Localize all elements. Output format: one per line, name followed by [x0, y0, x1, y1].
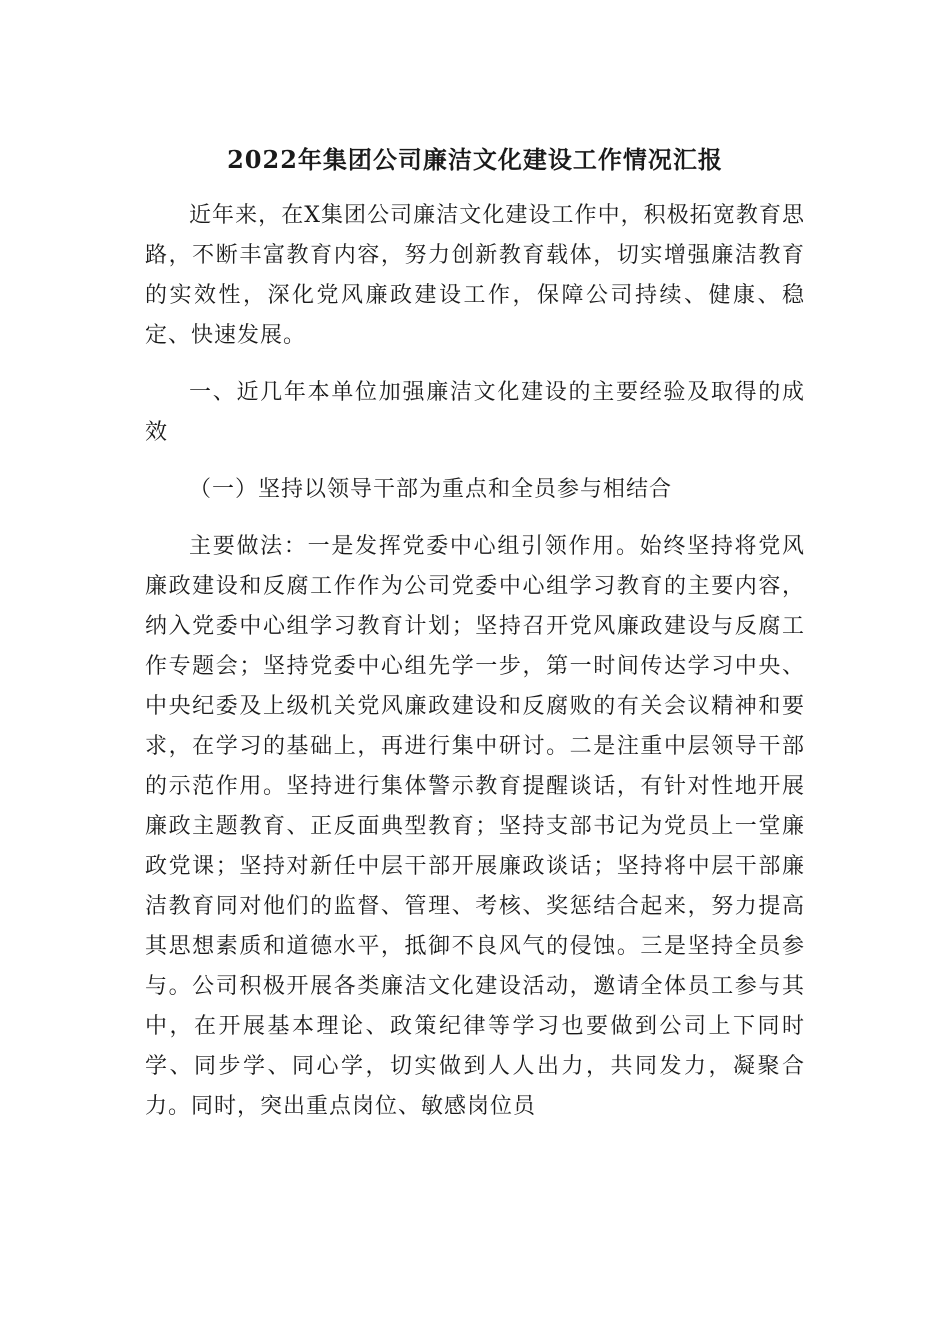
intro-paragraph: 近年来，在X集团公司廉洁文化建设工作中，积极拓宽教育思路，不断丰富教育内容，努力创新教育载体，切实增强廉洁教育的实效性，深化党风廉政建设工作，保障公司持续、健康、稳定、快速发展。: [145, 203, 805, 348]
subsection-heading: （一）坚持以领导干部为重点和全员参与相结合: [189, 477, 673, 502]
main-practice-paragraph: 主要做法：一是发挥党委中心组引领作用。始终坚持将党风廉政建设和反腐工作作为公司党委中心组学习教育的主要内容，纳入党委中心组学习教育计划；坚持召开党风廉政建设与反腐工作专题会；坚持党委中心组先学一步，第一时间传达学习中央、中央纪委及上级机关党风廉政建设和反腐败的有关会议精神和要求，在学习的基础上，再进行集中研讨。二是注重中层领导干部的示范作用。坚持进行集体警示教育提醒谈话，有针对性地开展廉政主题教育、正反面典型教育；坚持支部书记为党员上一堂廉政党课；坚持对新任中层干部开展廉政谈话；坚持将中层干部廉洁教育同对他们的监督、管理、考核、奖惩结合起来，努力提高其思想素质和道德水平，抵御不良风气的侵蚀。三是坚持全员参与。公司积极开展各类廉洁文化建设活动，邀请全体员工参与其中，在开展基本理论、政策纪律等学习也要做到公司上下同时学、同步学、同心学，切实做到人人出力，共同发力，凝聚合力。同时，突出重点岗位、敏感岗位员: [145, 534, 805, 1119]
section-heading: 一、近几年本单位加强廉洁文化建设的主要经验及取得的成效: [145, 380, 805, 445]
document-body: [145, 196, 805, 1127]
document-title: 2022年集团公司廉洁文化建设工作情况汇报: [227, 145, 723, 174]
